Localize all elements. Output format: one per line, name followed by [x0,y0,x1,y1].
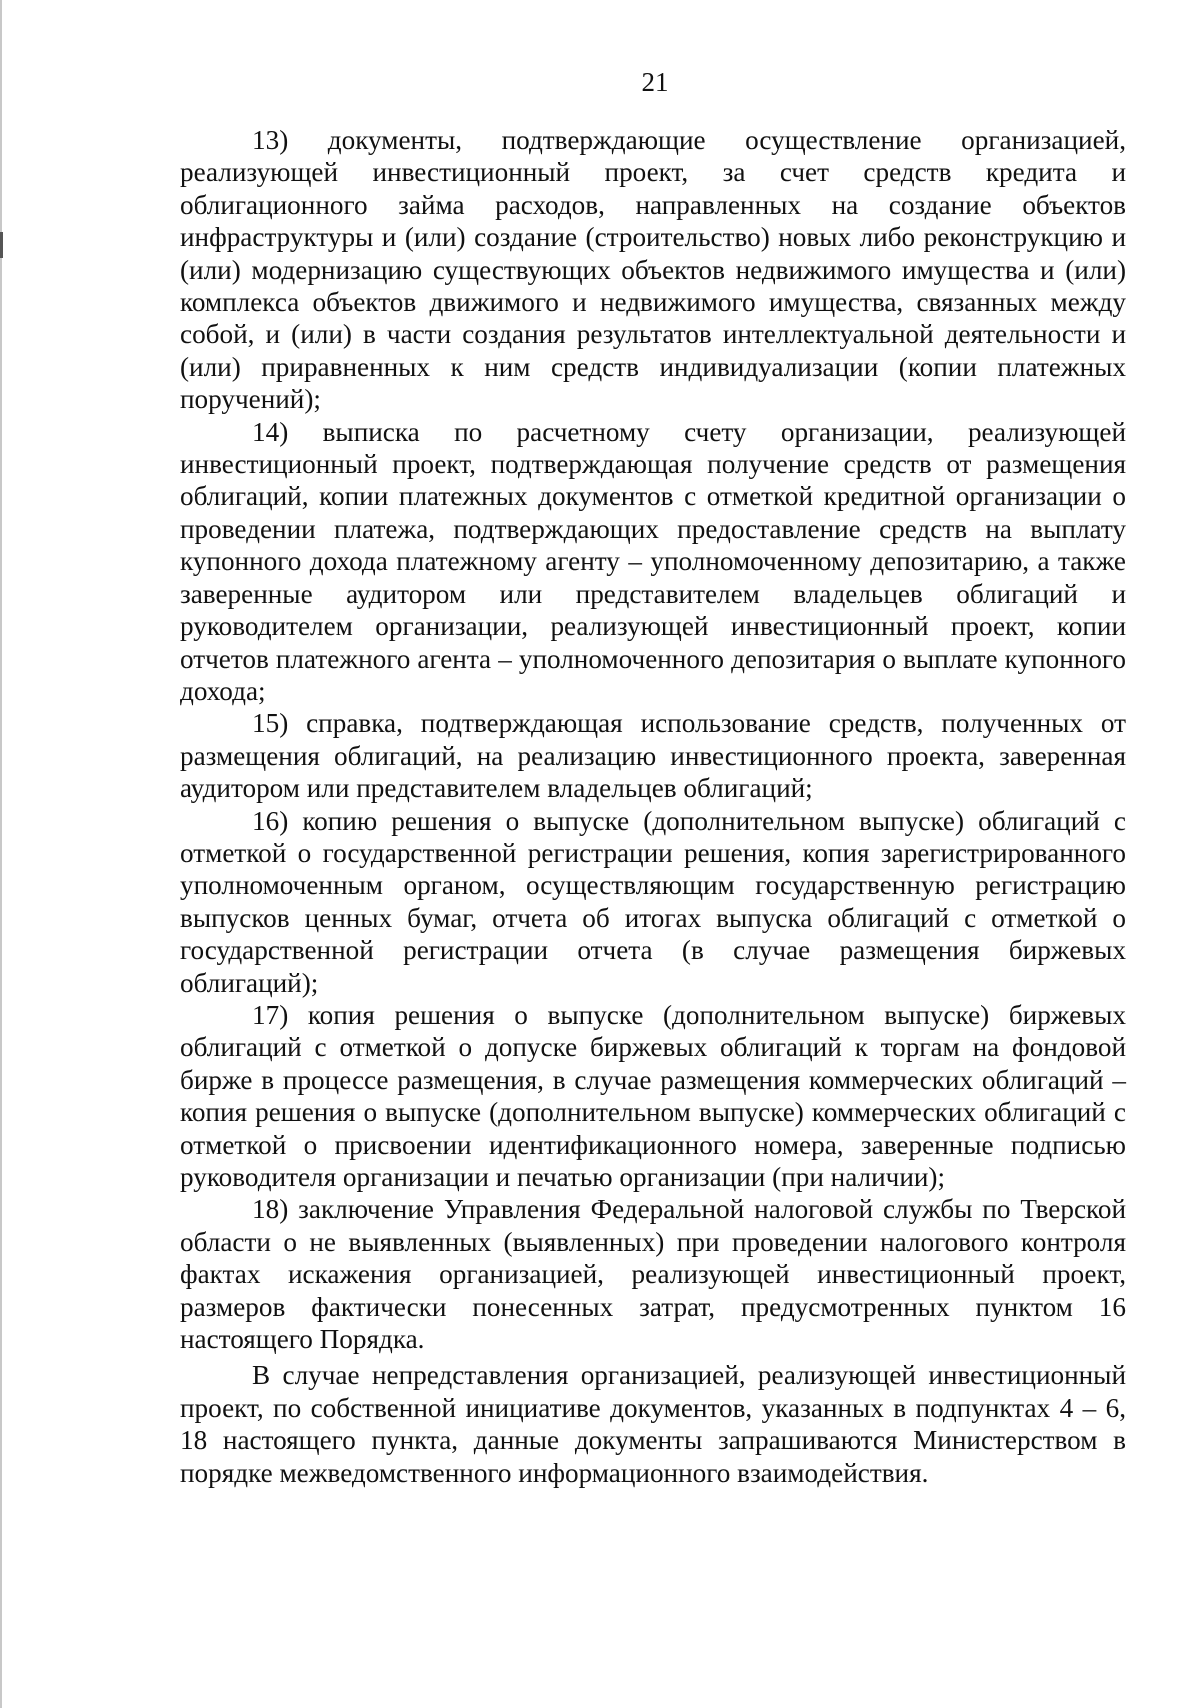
list-item-13: 13) документы, подтверждающие осуществление организацией, реализующей инвестиционный проект, за счет средств кредита и облигационного займа расходов, направленных на создание объектов инфраструктуры и (или) создание (строительство) новых либо реконструкцию и (или) модернизацию существующих объектов недвижимого имущества и (или) комплекса объектов движимого и недвижимого имущества, связанных между собой, и (или) в части создания результатов интеллектуальной деятельности и (или) приравненных к ним средств индивидуализации (копии платежных поручений); [180,125,1126,415]
list-item-15: 15) справка, подтверждающая использование средств, полученных от размещения облигаций, на реализацию инвестиционного проекта, заверенная аудитором или представителем владельцев облигаций; [180,708,1126,804]
list-item-14: 14) выписка по расчетному счету организации, реализующей инвестиционный проект, подтверждающая получение средств от размещения облигаций, копии платежных документов с отметкой кредитной организации о проведении платежа, подтверждающих предоставление средств на выплату купонного дохода платежному агенту – уполномоченному депозитарию, а также заверенные аудитором или представителем владельцев облигаций и руководителем организации, реализующей инвестиционный проект, копии отчетов платежного агента – уполномоченного депозитария о выплате купонного дохода; [180,416,1126,706]
scan-mark [0,232,3,258]
closing-paragraph: В случае непредставления организацией, реализующей инвестиционный проект, по собственной инициативе документов, указанных в подпунктах 4 – 6, 18 настоящего пункта, данные документы запрашиваются Министерством в порядке межведомственного информационного взаимодействия. [180,1360,1126,1488]
list-item-17: 17) копия решения о выпуске (дополнительном выпуске) биржевых облигаций с отметкой о допуске биржевых облигаций к торгам на фондовой бирже в процессе размещения, в случае размещения коммерческих облигаций – копия решения о выпуске (дополнительном выпуске) коммерческих облигаций с отметкой о присвоении идентификационного номера, заверенные подписью руководителя организации и печатью организации (при наличии); [180,999,1126,1192]
list-item-18: 18) заключение Управления Федеральной налоговой службы по Тверской области о не выявленных (выявленных) при проведении налогового контроля фактах искажения организацией, реализующей инвестиционный проект, размеров фактически понесенных затрат, предусмотренных пунктом 16 настоящего Порядка. [180,1194,1126,1355]
list-item-16: 16) копию решения о выпуске (дополнительном выпуске) облигаций с отметкой о государственной регистрации решения, копия зарегистрированного уполномоченным органом, осуществляющим государственную регистрацию выпусков ценных бумаг, отчета об итогах выпуска облигаций с отметкой о государственной регистрации отчета (в случае размещения биржевых облигаций); [180,805,1126,998]
document-body [180,124,1126,1489]
page-number: 21 [641,67,669,97]
